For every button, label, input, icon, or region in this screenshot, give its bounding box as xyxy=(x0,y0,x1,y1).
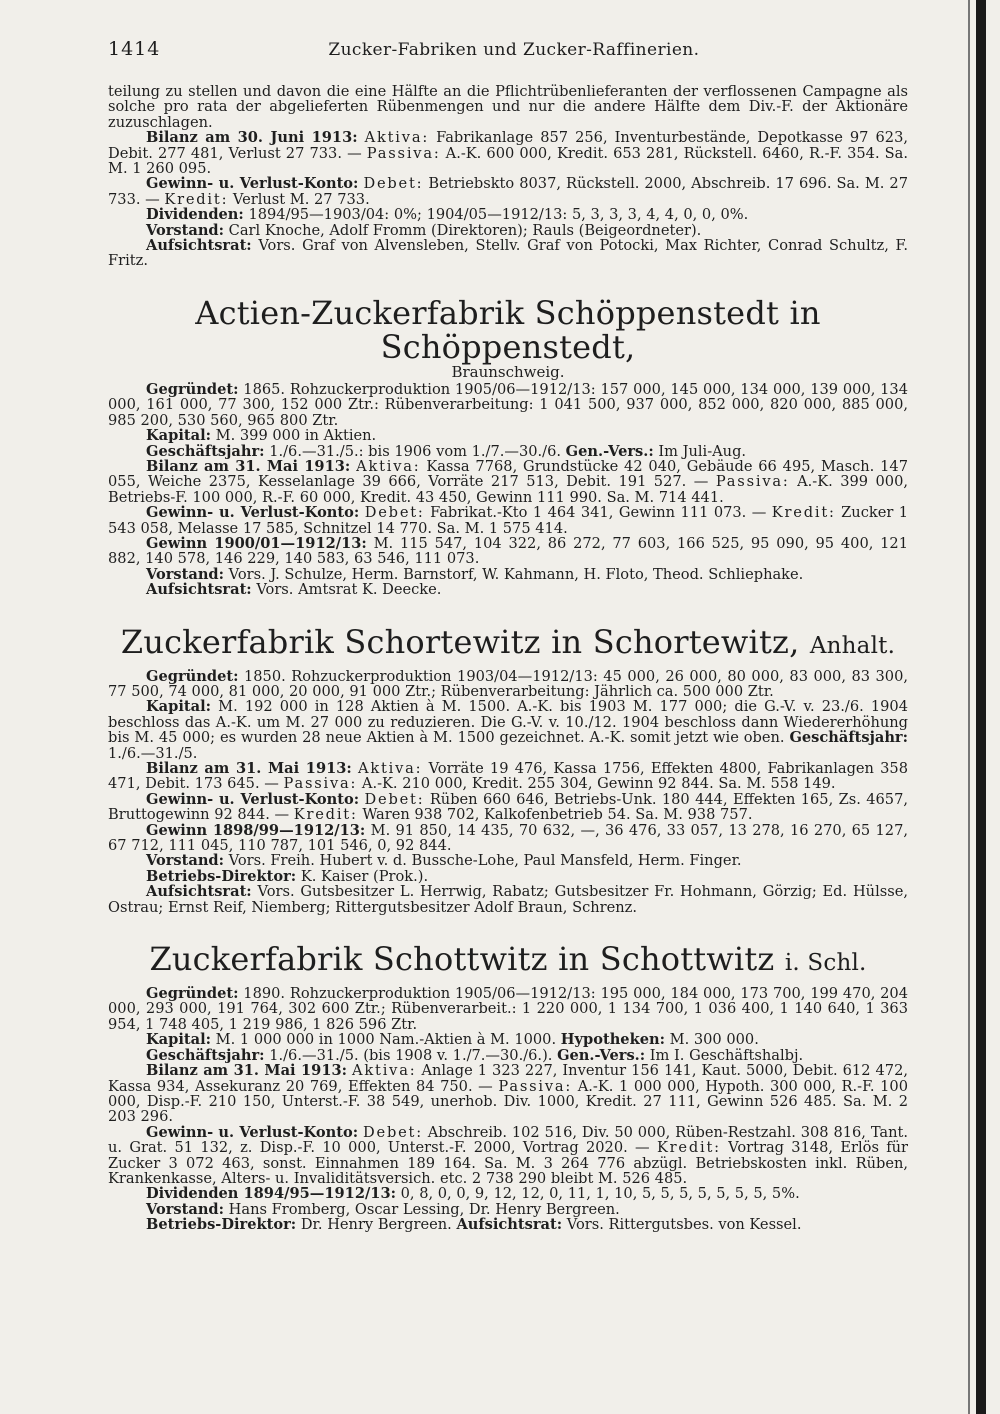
vorstand-text: Carl Knoche, Adolf Fromm (Direktoren); Rauls (Beigeordneter). xyxy=(228,221,702,239)
debet-label: Debet: xyxy=(364,504,425,522)
genvers-text: Im I. Geschäftshalbj. xyxy=(649,1046,804,1064)
guv-label: Gewinn- u. Verlust-Konto: xyxy=(146,504,360,522)
aktiva-text: Vorräte 19 476, Kassa 1756, Effekten 4800, Fabrikanlagen 358 471, Debit. 173 645. — xyxy=(108,760,909,793)
aufsichtsrat-label: Aufsichtsrat: xyxy=(456,1216,563,1234)
company-title xyxy=(108,942,908,980)
aufsichtsrat-paragraph xyxy=(108,582,908,597)
passiva-label: Passiva: xyxy=(715,473,790,491)
bilanz-paragraph xyxy=(108,130,908,176)
running-title: Zucker-Fabriken und Zucker-Raffinerien. xyxy=(328,40,700,60)
company-schottwitz xyxy=(108,942,908,1233)
gewinn-text: M. 115 547, 104 322, 86 272, 77 603, 166 525, 95 090, 95 400, 121 882, 140 578, 146 229, 140 583, 63 546, 111 073. xyxy=(108,534,908,568)
company-schortewitz xyxy=(108,622,909,916)
kapital-paragraph xyxy=(108,699,908,761)
vorstand-paragraph xyxy=(108,1202,908,1217)
aufsichtsrat-paragraph xyxy=(108,238,908,269)
page-edge-shadow xyxy=(976,0,986,1414)
vorstand-label: Vorstand: xyxy=(146,1200,225,1218)
kredit-label: Kredit: xyxy=(293,806,358,824)
gegruendet-text: 1890. Rohzuckerproduktion 1905/06—1912/13: 195 000, 184 000, 173 700, 199 470, 204 000, 293 000, 191 764, 302 600 Ztr.; Rübenverarbeit.: 1 220 000, 1 134 700, 1 036 400, 1 140 640, 1 363 954, 1 748 405, 1 219 986, 1 826 596 Ztr. xyxy=(108,985,909,1033)
genvers-text: Im Juli-Aug. xyxy=(658,442,747,460)
aktiva-label: Aktiva: xyxy=(358,760,423,777)
company-title-region: Anhalt. xyxy=(809,632,896,659)
company-region: Braunschweig. xyxy=(451,362,565,381)
geschaeftsjahr-text: 1./6.—31./5.: bis 1906 vom 1./7.—30./6. xyxy=(269,442,562,460)
guv-paragraph xyxy=(108,1125,908,1187)
gegruendet-paragraph xyxy=(108,669,908,700)
geschaeftsjahr-label: Geschäftsjahr: xyxy=(146,442,265,460)
kredit-text: Waren 938 702, Kalkofenbetrieb 54. Sa. M. 938 757. xyxy=(362,806,753,824)
betriebsdirektor-text: K. Kaiser (Prok.). xyxy=(300,867,429,885)
company-title-region: i. Schl. xyxy=(784,950,867,977)
guv-label: Gewinn- u. Verlust-Konto: xyxy=(146,790,360,808)
guv-paragraph xyxy=(108,176,908,207)
passiva-text: A.-K. 210 000, Kredit. 255 304, Gewinn 92 844. Sa. M. 558 149. xyxy=(361,775,836,793)
geschaeftsjahr-text: 1./6.—31./5. (bis 1908 v. 1./7.—30./6.). xyxy=(269,1046,553,1064)
passiva-label: Passiva: xyxy=(283,775,358,793)
dividenden-label: Dividenden: xyxy=(146,206,244,224)
geschaeftsjahr-text: 1./6.—31./5. xyxy=(108,744,198,762)
betriebsdirektor-paragraph xyxy=(108,869,908,884)
dividenden-paragraph xyxy=(108,207,908,222)
hypotheken-text: M. 300 000. xyxy=(669,1031,759,1049)
gegruendet-paragraph xyxy=(108,986,908,1032)
genvers-label: Gen.-Vers.: xyxy=(557,1046,646,1064)
kapital-label: Kapital: xyxy=(146,427,212,445)
kapital-text: M. 1 000 000 in 1000 Nam.-Aktien à M. 1000. xyxy=(215,1031,557,1049)
vorstand-paragraph xyxy=(108,223,908,238)
geschaeftsjahr-label: Geschäftsjahr: xyxy=(146,1046,265,1064)
bilanz-paragraph xyxy=(108,761,908,792)
gegruendet-text: 1865. Rohzuckerproduktion 1905/06—1912/13: 157 000, 145 000, 134 000, 139 000, 134 000, 161 000, 77 300, 152 000 Ztr.: Rübenverarbeitung: 1 041 500, 937 000, 852 000, 820 000, 885 000, 985 200, 530 560, 965 800 Ztr. xyxy=(108,380,909,429)
betriebsdirektor-paragraph xyxy=(108,1217,908,1232)
kapital-label: Kapital: xyxy=(146,1031,212,1049)
aufsichtsrat-text: Vors. Rittergutsbes. von Kessel. xyxy=(566,1216,802,1234)
betriebsdirektor-label: Betriebs-Direktor: xyxy=(146,867,297,885)
passiva-text: A.-K. 1 000 000, Hypoth. 300 000, R.-F. 100 000, Disp.-F. 210 150, Unterst.-F. 38 549, unerhob. Div. 1000, Kredit. 27 111, Gewinn 526 485. Sa. M. 2 203 296. xyxy=(108,1077,909,1126)
aufsichtsrat-text: Vors. Amtsrat K. Deecke. xyxy=(256,581,442,599)
debet-label: Debet: xyxy=(364,790,425,808)
gegruendet-label: Gegründet: xyxy=(146,985,239,1003)
vorstand-paragraph xyxy=(108,567,908,582)
debet-label: Debet: xyxy=(363,1123,423,1141)
debet-text: Rüben 660 646, Betriebs-Unk. 180 444, Effekten 165, Zs. 4657, Bruttogewinn 92 844. — xyxy=(108,790,909,824)
gewinn-label: Gewinn 1898/99—1912/13: xyxy=(146,821,366,839)
aktiva-text: Fabrikanlage 857 256, Inventurbestände, Depotkasse 97 623, Debit. 277 481, Verlust 27 733. — xyxy=(108,129,908,162)
passiva-label: Passiva: xyxy=(498,1077,573,1095)
gegruendet-label: Gegründet: xyxy=(146,667,239,685)
kredit-label: Kredit: xyxy=(656,1139,721,1157)
company-title-main: Zuckerfabrik Schottwitz in Schottwitz xyxy=(149,940,775,979)
aufsichtsrat-text: Vors. Graf von Alvensleben, Stellv. Graf von Potocki, Max Richter, Conrad Schultz, F. Fritz. xyxy=(108,237,908,270)
betriebsdirektor-label: Betriebs-Direktor: xyxy=(146,1216,297,1234)
company-schoeppenstedt xyxy=(108,293,909,599)
gegruendet-text: 1850. Rohzuckerproduktion 1903/04—1912/13: 45 000, 26 000, 80 000, 83 000, 83 300, 77 500, 74 000, 81 000, 20 000, 91 000 Ztr.; Rübenverarbeitung: Jährlich ca. 500 000 Ztr. xyxy=(108,667,909,700)
company-title xyxy=(108,622,908,663)
hypotheken-label: Hypotheken: xyxy=(560,1031,665,1049)
aufsichtsrat-label: Aufsichtsrat: xyxy=(146,581,252,599)
kapital-label: Kapital: xyxy=(146,698,212,716)
guv-label: Gewinn- u. Verlust-Konto: xyxy=(146,1123,359,1141)
dividenden-text: 1894/95—1903/04: 0%; 1904/05—1912/13: 5, 3, 3, 3, 4, 4, 0, 0, 0%. xyxy=(248,206,749,224)
vorstand-label: Vorstand: xyxy=(146,221,225,239)
dividenden-label: Dividenden 1894/95—1912/13: xyxy=(146,1185,396,1203)
gewinn-paragraph xyxy=(108,536,908,567)
kapital-text: M. 399 000 in Aktien. xyxy=(215,427,377,445)
company-title-main: Zuckerfabrik Schortewitz in Schortewitz, xyxy=(120,622,800,661)
kapital-text: M. 192 000 in 128 Aktien à M. 1500. A.-K. bis 1903 M. 177 000; die G.-V. v. 23./6. 1904 beschloss das A.-K. um M. 27 000 zu reduzieren. Die G.-V. v. 10./12. 1904 beschloss dann Wiedererhöhung bis M. 45 000; es wurden 28 neue Aktien à M. 1500 gezeichnet. A.-K. somit jetzt wie oben. xyxy=(108,698,909,747)
aufsichtsrat-label: Aufsichtsrat: xyxy=(146,237,252,255)
bilanz-label: Bilanz am 30. Juni 1913: xyxy=(146,129,358,147)
gewinn-text: M. 91 850, 14 435, 70 632, —, 36 476, 33 057, 13 278, 16 270, 65 127, 67 712, 111 045, 110 787, 101 546, 0, 92 844. xyxy=(108,821,909,855)
aktiva-label: Aktiva: xyxy=(352,1062,417,1080)
kredit-label: Kredit: xyxy=(771,504,836,522)
dividenden-paragraph xyxy=(108,1186,908,1201)
vorstand-paragraph xyxy=(108,853,908,868)
vorstand-label: Vorstand: xyxy=(146,852,225,870)
guv-paragraph xyxy=(108,792,908,823)
vorstand-text: Hans Fromberg, Oscar Lessing, Dr. Henry Bergreen. xyxy=(228,1200,620,1218)
previous-company-continuation xyxy=(108,84,908,269)
kredit-text: Verlust M. 27 733. xyxy=(232,190,370,208)
betriebsdirektor-text: Dr. Henry Bergreen. xyxy=(300,1216,452,1234)
vorstand-text: Vors. Freih. Hubert v. d. Bussche-Lohe, Paul Mansfeld, Herm. Finger. xyxy=(228,852,742,870)
page-number: 1414 xyxy=(108,38,161,60)
geschaeftsjahr-label: Geschäftsjahr: xyxy=(789,729,909,747)
passiva-label: Passiva: xyxy=(366,144,441,162)
page-edge-line xyxy=(968,0,970,1414)
bilanz-label: Bilanz am 31. Mai 1913: xyxy=(146,457,351,475)
aufsichtsrat-paragraph xyxy=(108,884,908,915)
vorstand-label: Vorstand: xyxy=(146,565,225,583)
kredit-label: Kredit: xyxy=(164,190,229,208)
passiva-text: A.-K. 600 000, Kredit. 653 281, Rückstell. 6460, R.-F. 354. Sa. M. 1 260 095. xyxy=(108,144,909,178)
aktiva-text: Anlage 1 323 227, Inventur 156 141, Kaut. 5000, Debit. 612 472, Kassa 934, Assekuranz 20 769, Effekten 84 750. — xyxy=(108,1062,909,1095)
debet-text: Abschreib. 102 516, Div. 50 000, Rüben-Restzahl. 308 816, Tant. u. Grat. 51 132, z. Disp.-F. 10 000, Unterst.-F. 2000, Vortrag 2020. — xyxy=(108,1123,909,1157)
gegruendet-label: Gegründet: xyxy=(146,380,239,398)
bilanz-label: Bilanz am 31. Mai 1913: xyxy=(146,760,352,777)
aufsichtsrat-label: Aufsichtsrat: xyxy=(146,883,252,901)
gewinn-label: Gewinn 1900/01—1912/13: xyxy=(146,534,367,552)
genvers-label: Gen.-Vers.: xyxy=(565,442,654,460)
continuation-text: teilung zu stellen und davon die eine Hälfte an die Pflichtrübenlieferanten der verflossenen Campagne als solche pro rata der abgelieferten Rübenmengen und nur die andere Hälfte dem Div.-F. der Aktionäre zuzuschlagen. xyxy=(108,83,908,131)
guv-paragraph xyxy=(108,505,908,536)
bilanz-label: Bilanz am 31. Mai 1913: xyxy=(146,1062,348,1080)
debet-text: Betriebskto 8037, Rückstell. 2000, Abschreib. 17 696. Sa. M. 27 733. — xyxy=(108,175,909,208)
kapital-paragraph xyxy=(108,1032,908,1047)
page-header xyxy=(108,38,908,60)
vorstand-text: Vors. J. Schulze, Herm. Barnstorf, W. Kahmann, H. Floto, Theod. Schliephake. xyxy=(228,565,804,583)
aktiva-text: Kassa 7768, Grundstücke 42 040, Gebäude 66 495, Masch. 147 055, Weiche 2375, Kesselanlage 39 666, Vorräte 217 513, Debit. 191 527. — xyxy=(108,457,909,491)
aktiva-label: Aktiva: xyxy=(356,457,421,475)
passiva-text: A.-K. 399 000, Betriebs-F. 100 000, R.-F. 60 000, Kredit. 43 450, Gewinn 111 990. Sa. M. 714 441. xyxy=(108,473,909,506)
kredit-text: Vortrag 3148, Erlös für Zucker 3 072 463, sonst. Einnahmen 189 164. Sa. M. 3 264 776 abzügl. Betriebskosten inkl. Rüben, Krankenkasse, Alters- u. Invaliditätsversich. etc. 2 738 290 bleibt M. 526 485. xyxy=(108,1139,908,1187)
company-title: Actien-Zuckerfabrik Schöppenstedt in Schöppenstedt, xyxy=(195,293,821,366)
debet-text: Fabrikat.-Kto 1 464 341, Gewinn 111 073. — xyxy=(430,504,767,522)
geschaeftsjahr-paragraph xyxy=(108,444,908,459)
guv-label: Gewinn- u. Verlust-Konto: xyxy=(146,175,359,193)
debet-label: Debet: xyxy=(363,175,424,193)
kapital-paragraph xyxy=(108,428,908,443)
page-content xyxy=(108,38,908,1233)
gewinn-paragraph xyxy=(108,823,908,854)
bilanz-paragraph xyxy=(108,459,908,505)
aktiva-label: Aktiva: xyxy=(364,129,430,147)
bilanz-paragraph xyxy=(108,1063,908,1125)
geschaeftsjahr-paragraph xyxy=(108,1048,908,1063)
aufsichtsrat-text: Vors. Gutsbesitzer L. Herrwig, Rabatz; Gutsbesitzer Fr. Hohmann, Görzig; Ed. Hülsse, Ostrau; Ernst Reif, Niemberg; Rittergutsbesitzer Adolf Braun, Schrenz. xyxy=(108,883,909,916)
dividenden-text: 0, 8, 0, 0, 9, 12, 12, 0, 11, 1, 10, 5, 5, 5, 5, 5, 5, 5, 5%. xyxy=(400,1185,800,1203)
gegruendet-paragraph xyxy=(108,382,908,428)
kredit-text: Zucker 1 543 058, Melasse 17 585, Schnitzel 14 770. Sa. M. 1 575 414. xyxy=(108,504,909,537)
